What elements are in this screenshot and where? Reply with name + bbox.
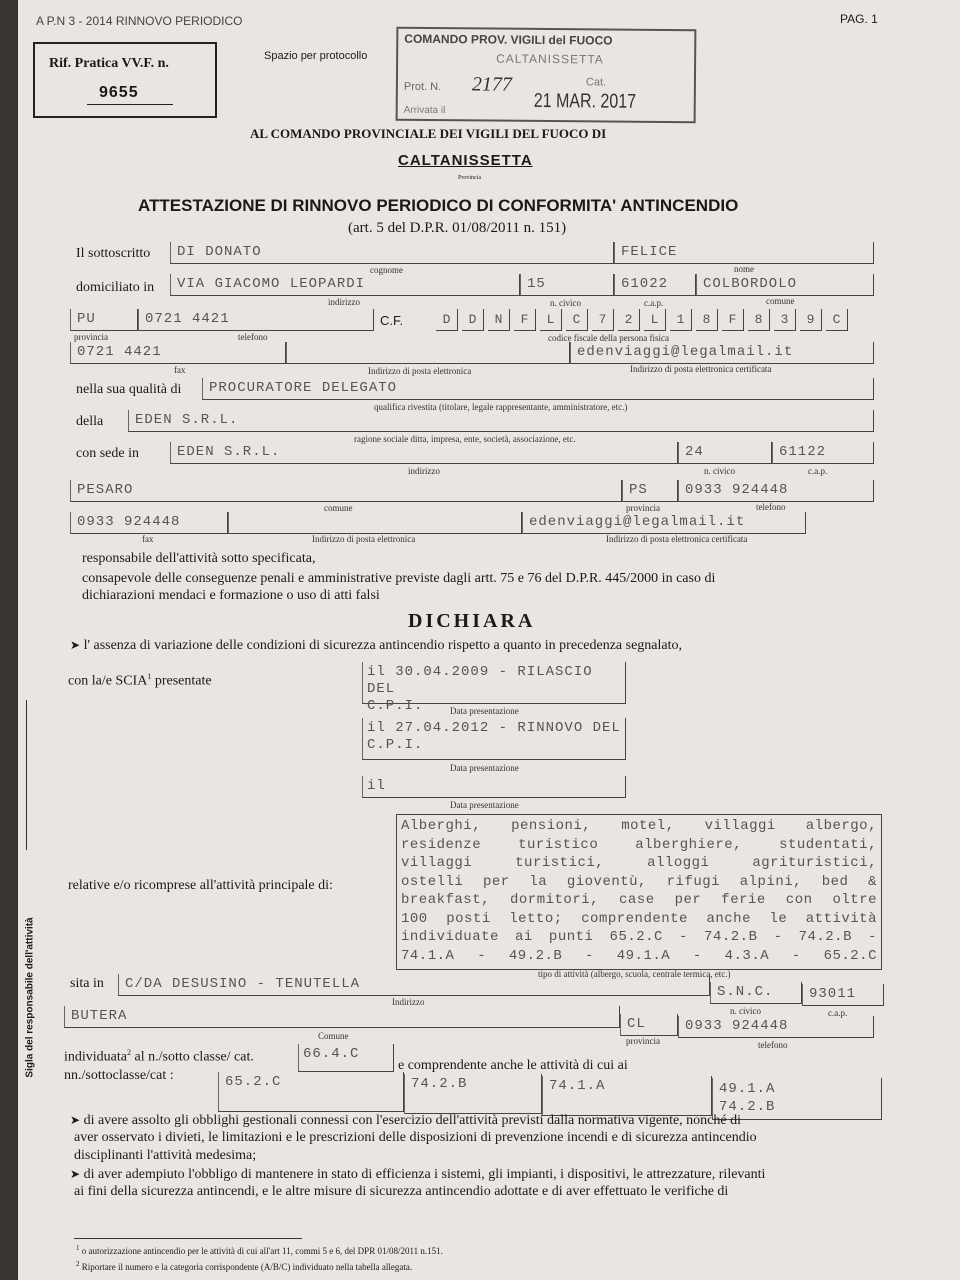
bullet-2-l1 bbox=[70, 1112, 741, 1129]
cap-sede-indirizzo: indirizzo bbox=[408, 466, 440, 476]
cap-sede-email: Indirizzo di posta elettronica bbox=[312, 534, 416, 544]
activity-line: individuate ai punti 65.2.C - 74.2.B - 74.2.B - bbox=[401, 929, 877, 945]
cf-cell: F bbox=[722, 309, 744, 331]
cap-cognome: cognome bbox=[370, 265, 403, 275]
other-class-4-line2: 74.2.B bbox=[719, 1099, 776, 1115]
cap-sede-telefono: telefono bbox=[756, 502, 786, 512]
cap-sede-fax: fax bbox=[142, 534, 154, 544]
document-subtitle: (art. 5 del D.P.R. 01/08/2011 n. 151) bbox=[348, 220, 567, 236]
field-fax: 0721 4421 bbox=[70, 342, 286, 364]
field-sede-cap: 61122 bbox=[772, 442, 874, 464]
field-pec: edenviaggi@legalmail.it bbox=[570, 342, 874, 364]
field-sita-cap: 93011 bbox=[802, 984, 884, 1006]
field-sede-civico: 24 bbox=[678, 442, 772, 464]
cf-label: C.F. bbox=[380, 313, 404, 328]
field-cognome: DI DONATO bbox=[170, 242, 614, 264]
cap-provincia: provincia bbox=[74, 332, 108, 342]
cf-cell: 8 bbox=[696, 309, 718, 331]
cap-pec: Indirizzo di posta elettronica certificata bbox=[630, 364, 772, 374]
cap-cf: codice fiscale della persona fisica bbox=[548, 333, 669, 343]
cap-sita-civico: n. civico bbox=[730, 1006, 761, 1016]
stamp-line1: COMANDO PROV. VIGILI del FUOCO bbox=[404, 31, 613, 48]
other-class-4-line1: 49.1.A bbox=[719, 1081, 776, 1097]
label-individuata bbox=[64, 1048, 254, 1066]
stamp-prot-number: 2177 bbox=[471, 73, 513, 96]
field-email bbox=[286, 342, 570, 364]
footnote-1-num: 1 bbox=[76, 1244, 80, 1252]
bullet-2-l2: aver osservato i divieti, le limitazioni e le prescrizioni delle disposizioni di prevenzione incendi e di sicurezza antincendio bbox=[74, 1130, 757, 1145]
scia-box-3 bbox=[362, 776, 626, 798]
field-sede-telefono: 0933 924448 bbox=[678, 480, 874, 502]
scia-3-line1: il bbox=[367, 778, 386, 794]
footnote-2 bbox=[76, 1260, 412, 1272]
stamp-line2: CALTANISSETTA bbox=[496, 51, 604, 67]
cap-email: Indirizzo di posta elettronica bbox=[368, 366, 472, 376]
scia-box-2 bbox=[362, 718, 626, 760]
label-domiciliato: domiciliato in bbox=[76, 280, 155, 295]
individuata-text-after: al n./sotto classe/ cat. bbox=[131, 1049, 254, 1065]
scia-2-line2: C.P.I. bbox=[367, 737, 424, 753]
activity-line: residenze turistico alberghiere, studentati, bbox=[401, 836, 877, 853]
cap-comune: comune bbox=[766, 296, 795, 306]
arrow-bullet-icon: ➤ bbox=[70, 638, 81, 652]
cf-cell: L bbox=[540, 309, 562, 331]
pratica-underline bbox=[87, 104, 173, 105]
label-qualita: nella sua qualità di bbox=[76, 382, 182, 397]
stamp-prot-label: Prot. N. bbox=[403, 80, 442, 94]
label-nn-sottoclasse: nn./sottoclasse/cat : bbox=[64, 1068, 174, 1083]
bullet-3-l2: ai fini della sicurezza antincendi, e le altre misure di sicurezza antincendio adottate e di aver effettuato le verifiche di bbox=[74, 1184, 729, 1199]
cap-sede-civico: n. civico bbox=[704, 466, 735, 476]
cap-sita-cap: c.a.p. bbox=[828, 1008, 848, 1018]
field-sita-civico: S.N.C. bbox=[710, 982, 802, 1004]
field-main-class: 66.4.C bbox=[298, 1044, 394, 1072]
dichiara-heading: DICHIARA bbox=[408, 610, 536, 632]
cf-cell: F bbox=[514, 309, 536, 331]
field-other-class-3: 74.1.A bbox=[542, 1076, 712, 1116]
cf-cell: D bbox=[462, 309, 484, 331]
resp-line3: dichiarazioni mendaci e formazione o uso di atti falsi bbox=[82, 588, 380, 603]
document-page bbox=[18, 0, 960, 1280]
cap-data-2: Data presentazione bbox=[450, 763, 519, 773]
field-sita-provincia: CL bbox=[620, 1014, 678, 1036]
pratica-number: 9655 bbox=[99, 84, 139, 101]
cap-telefono: telefono bbox=[238, 332, 268, 342]
page-number: PAG. 1 bbox=[840, 12, 878, 26]
relative-label: relative e/o ricomprese all'attività principale di: bbox=[68, 878, 333, 893]
activity-box bbox=[396, 814, 882, 970]
field-telefono: 0721 4421 bbox=[138, 309, 374, 331]
field-indirizzo: VIA GIACOMO LEOPARDI bbox=[170, 274, 520, 296]
field-cap: 61022 bbox=[614, 274, 696, 296]
bullet-3-l1 bbox=[70, 1166, 765, 1183]
activity-line: ostelli per la gioventù, rifugi alpini, bed & bbox=[401, 873, 877, 890]
activity-line: Alberghi, pensioni, motel, villaggi albergo, bbox=[401, 818, 877, 834]
bullet-1 bbox=[70, 637, 682, 654]
label-sita: sita in bbox=[70, 976, 104, 991]
stamp-date: 21 MAR. 2017 bbox=[533, 89, 637, 113]
individuata-text: individuata bbox=[64, 1049, 127, 1065]
footnote-separator bbox=[74, 1238, 302, 1239]
field-nome: FELICE bbox=[614, 242, 874, 264]
scia-1-line1: il 30.04.2009 - RILASCIO DEL bbox=[367, 664, 593, 697]
stamp-arrived-label: Arrivata il bbox=[403, 104, 446, 117]
cf-cell: D bbox=[436, 309, 458, 331]
label-della: della bbox=[76, 414, 104, 429]
bullet-1-text: l' assenza di variazione delle condizioni di sicurezza antincendio rispetto a quanto in precedenza segnalato, bbox=[83, 638, 683, 653]
field-qualita: PROCURATORE DELEGATO bbox=[202, 378, 874, 400]
field-sita-telefono: 0933 924448 bbox=[678, 1016, 874, 1038]
cf-cell: 2 bbox=[618, 309, 640, 331]
arrow-bullet-icon: ➤ bbox=[70, 1167, 81, 1181]
field-sede-pec: edenviaggi@legalmail.it bbox=[522, 512, 806, 534]
activity-line: villaggi turistici, alloggi agrituristici, bbox=[401, 855, 877, 871]
scia-1-line2: C.P.I. bbox=[367, 698, 424, 714]
field-sede-comune: PESARO bbox=[70, 480, 622, 502]
activity-line: 74.1.A - 49.2.B - 49.1.A - 4.3.A - 65.2.C bbox=[401, 947, 877, 964]
field-civico: 15 bbox=[520, 274, 614, 296]
margin-signature-text: Sigla del responsabile dell'attività bbox=[24, 917, 36, 1078]
cap-sita-comune: Comune bbox=[318, 1031, 349, 1041]
bullet-2-l3: disciplinanti l'attività medesima; bbox=[74, 1148, 257, 1163]
cap-nome: nome bbox=[734, 264, 754, 274]
cap-sede-comune: comune bbox=[324, 503, 353, 513]
footnote-1-text: o autorizzazione antincendio per le attività di cui all'art 11, commi 5 e 6, del DPR 01/08/2011 n.151. bbox=[81, 1246, 443, 1256]
document-title: ATTESTAZIONE DI RINNOVO PERIODICO DI CONFORMITA' ANTINCENDIO bbox=[138, 196, 739, 215]
activity-line: 100 posti letto; comprendente anche le attività bbox=[401, 910, 877, 927]
footnote-2-text: Riportare il numero e la categoria corrispondente (A/B/C) individuato nella tabella allegata. bbox=[81, 1262, 413, 1272]
cap-sede-cap: c.a.p. bbox=[808, 466, 828, 476]
addressee-line: AL COMANDO PROVINCIALE DEI VIGILI DEL FUOCO DI bbox=[250, 126, 607, 141]
also-label: e comprendente anche le attività di cui ai bbox=[398, 1058, 628, 1073]
city-caption: Provincia bbox=[458, 175, 481, 181]
cap-cap: c.a.p. bbox=[644, 298, 664, 308]
field-provincia: PU bbox=[70, 309, 138, 331]
footnote-1 bbox=[76, 1244, 443, 1256]
cf-cell: 7 bbox=[592, 309, 614, 331]
arrow-bullet-icon: ➤ bbox=[70, 1113, 81, 1127]
resp-line1: responsabile dell'attività sotto specificata, bbox=[82, 551, 316, 566]
stamp-cat-label: Cat. bbox=[585, 76, 607, 89]
individuata-sup: 2 bbox=[127, 1048, 131, 1057]
cap-sita-indirizzo: Indirizzo bbox=[392, 997, 425, 1007]
addressee-city: CALTANISSETTA bbox=[398, 152, 533, 169]
protocol-stamp bbox=[396, 27, 697, 124]
scia-label bbox=[68, 672, 212, 690]
cf-cell: 3 bbox=[774, 309, 796, 331]
pratica-box bbox=[33, 42, 217, 118]
cap-sita-provincia: provincia bbox=[626, 1036, 660, 1046]
cap-sede-provincia: provincia bbox=[626, 503, 660, 513]
footnote-2-num: 2 bbox=[76, 1260, 80, 1268]
field-sede-provincia: PS bbox=[622, 480, 678, 502]
scia-label-text: con la/e SCIA bbox=[68, 673, 148, 689]
cf-cell: 8 bbox=[748, 309, 770, 331]
protocol-label: Spazio per protocollo bbox=[264, 50, 368, 62]
cap-indirizzo: indirizzo bbox=[328, 297, 360, 307]
cap-civico: n. civico bbox=[550, 298, 581, 308]
cap-activity: tipo di attività (albergo, scuola, centrale termica, etc.) bbox=[538, 969, 731, 979]
field-ragione-sociale: EDEN S.R.L. bbox=[128, 410, 874, 432]
label-sede: con sede in bbox=[76, 446, 139, 461]
form-code: A P.N 3 - 2014 RINNOVO PERIODICO bbox=[36, 14, 243, 28]
field-sede-fax: 0933 924448 bbox=[70, 512, 228, 534]
cf-cell: N bbox=[488, 309, 510, 331]
cap-sita-telefono: telefono bbox=[758, 1040, 788, 1050]
cap-sede-pec: Indirizzo di posta elettronica certificata bbox=[606, 534, 748, 544]
cf-cell: L bbox=[644, 309, 666, 331]
cap-fax: fax bbox=[174, 365, 186, 375]
cf-cell: C bbox=[566, 309, 588, 331]
field-other-class-2: 74.2.B bbox=[404, 1074, 542, 1114]
scia-2-line1: il 27.04.2012 - RINNOVO DEL bbox=[367, 720, 621, 736]
margin-signature-line bbox=[26, 700, 27, 850]
resp-line2: consapevole delle conseguenze penali e amministrative previste dagli artt. 75 e 76 del D.P.R. 445/2000 in caso di bbox=[82, 571, 716, 586]
scia-sup: 1 bbox=[147, 672, 152, 681]
field-sita-comune: BUTERA bbox=[64, 1006, 620, 1028]
label-sottoscritto: Il sottoscritto bbox=[76, 246, 151, 261]
field-sede-indirizzo: EDEN S.R.L. bbox=[170, 442, 678, 464]
scia-label-after: presentate bbox=[151, 673, 212, 689]
activity-line: breakfast, dormitori, case per ferie con oltre bbox=[401, 892, 877, 908]
cap-ragione-sociale: ragione sociale ditta, impresa, ente, società, associazione, etc. bbox=[354, 434, 576, 444]
cf-cell: C bbox=[826, 309, 848, 331]
field-sede-email bbox=[228, 512, 522, 534]
bullet-3-l1-text: di aver adempiuto l'obbligo di mantenere in stato di efficienza i sistemi, gli impianti, i dispositivi, le attrezzature, rilevanti bbox=[83, 1167, 766, 1182]
field-other-class-1: 65.2.C bbox=[218, 1072, 404, 1112]
cap-qualita: qualifica rivestita (titolare, legale rappresentante, amministratore, etc.) bbox=[374, 402, 628, 412]
cap-data-3: Data presentazione bbox=[450, 800, 519, 810]
bullet-2-l1-text: di avere assolto gli obblighi gestionali connessi con l'esercizio dell'attività previsti dalla normativa vigente, nonché di bbox=[83, 1113, 741, 1128]
field-comune: COLBORDOLO bbox=[696, 274, 874, 296]
field-sita-indirizzo: C/DA DESUSINO - TENUTELLA bbox=[118, 974, 710, 996]
cf-cell: 9 bbox=[800, 309, 822, 331]
pratica-label: Rif. Pratica VV.F. n. bbox=[49, 56, 169, 71]
cap-data-1: Data presentazione bbox=[450, 706, 519, 716]
cf-cell: 1 bbox=[670, 309, 692, 331]
